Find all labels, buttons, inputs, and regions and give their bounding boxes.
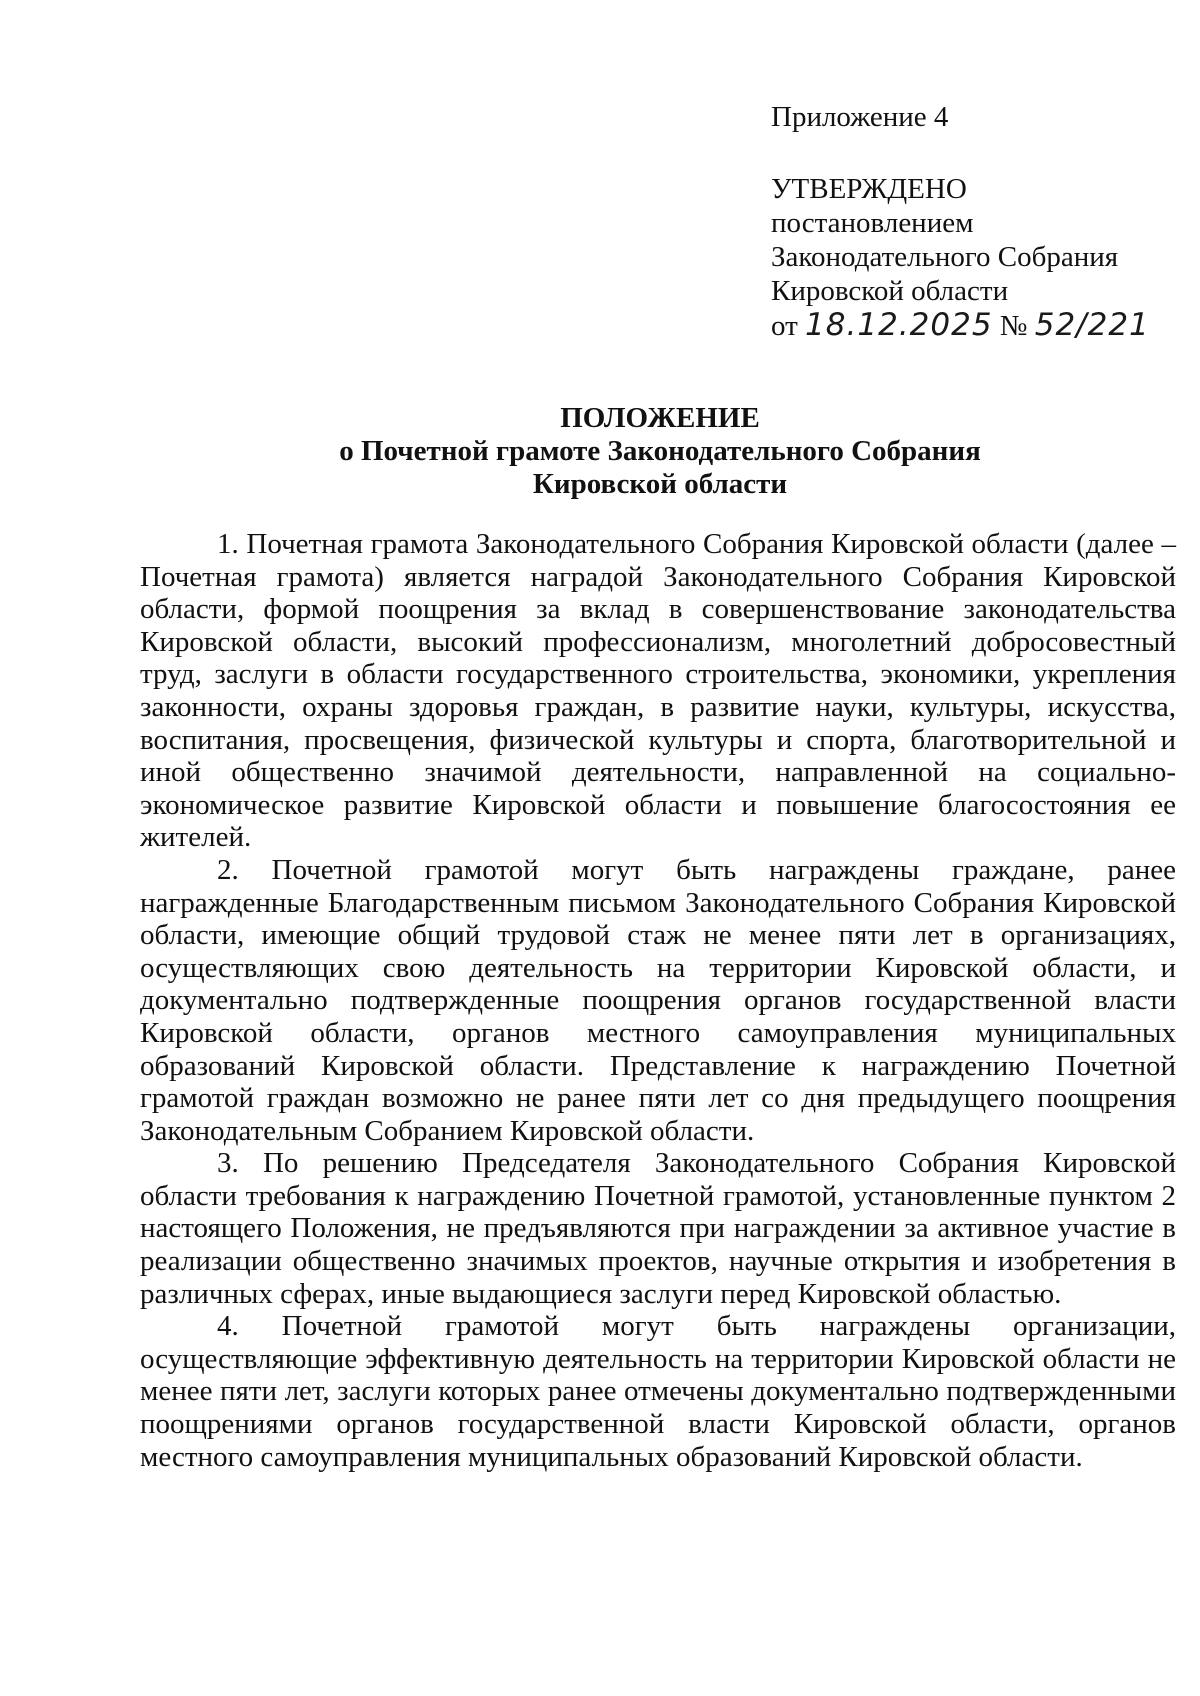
number-sign: № <box>999 310 1028 342</box>
approval-line-assembly: Законодательного Собрания <box>771 241 1119 273</box>
approval-line-resolution: постановлением <box>771 207 974 239</box>
paragraph-4: 4. Почетной грамотой могут быть награждены организации, осуществляющие эффективную деятельность на территории Кировской области не менее пяти лет, заслуги которых ранее отмечены документально подтвержденными поощрениями органов государственной власти Кировской области, органов местного самоуправления муниципальных образований Кировской области. <box>140 1310 1176 1473</box>
handwritten-date: 18.12.2025 <box>805 307 993 343</box>
appendix-label: Приложение 4 <box>771 101 949 133</box>
approval-date-line <box>771 308 1171 343</box>
title-line-1: о Почетной грамоте Законодательного Собрания <box>339 435 981 467</box>
approval-block <box>771 100 1171 343</box>
document-title <box>140 402 1180 501</box>
paragraph-2: 2. Почетной грамотой могут быть награждены граждане, ранее награжденные Благодарственным письмом Законодательного Собрания Кировской области, имеющие общий трудовой стаж не менее пяти лет в организациях, осуществляющих свою деятельность на территории Кировской области, и документально подтвержденные поощрения органов государственной власти Кировской области, органов местного самоуправления муниципальных образований Кировской области. Представление к награждению Почетной грамотой граждан возможно не ранее пяти лет со дня предыдущего поощрения Законодательным Собранием Кировской области. <box>140 853 1176 1147</box>
handwritten-number: 52/221 <box>1034 307 1150 343</box>
approved-stamp-text: УТВЕРЖДЕНО <box>771 173 967 205</box>
approval-line-region: Кировской области <box>771 275 1009 307</box>
title-line-2: Кировской области <box>532 468 788 500</box>
date-prefix: от <box>771 310 798 342</box>
paragraph-3: 3. По решению Председателя Законодательного Собрания Кировской области требования к награждению Почетной грамотой, установленные пунктом 2 настоящего Положения, не предъявляются при награждении за активное участие в реализации общественно значимых проектов, научные открытия и изобретения в различных сферах, иные выдающиеся заслуги перед Кировской областью. <box>140 1147 1176 1310</box>
document-body <box>140 528 1176 1473</box>
paragraph-1: 1. Почетная грамота Законодательного Собрания Кировской области (далее – Почетная грамота) является наградой Законодательного Собрания Кировской области, формой поощрения за вклад в совершенствование законодательства Кировской области, высокий профессионализм, многолетний добросовестный труд, заслуги в области государственного строительства, экономики, укрепления законности, охраны здоровья граждан, в развитие науки, культуры, искусства, воспитания, просвещения, физической культуры и спорта, благотворительной и иной общественно значимой деятельности, направленной на социально-экономическое развитие Кировской области и повышение благосостояния ее жителей. <box>140 528 1176 854</box>
title-heading: ПОЛОЖЕНИЕ <box>560 402 760 434</box>
